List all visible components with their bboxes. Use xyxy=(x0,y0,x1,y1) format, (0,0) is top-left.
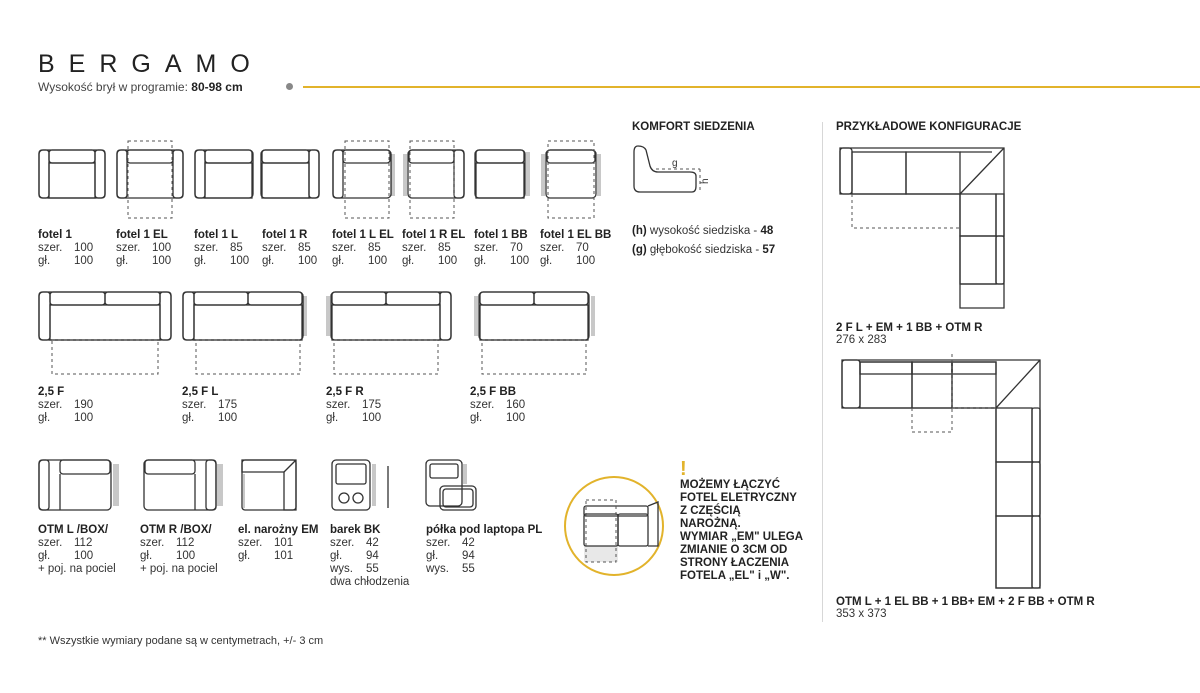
config-2-name: OTM L + 1 EL BB + 1 BB+ EM + 2 F BB + OTM R xyxy=(836,596,1095,608)
sofa-2-5-f-r-drawing xyxy=(326,290,452,376)
dim-key: szer. xyxy=(332,242,357,254)
dim-depth: 100 xyxy=(576,255,596,267)
dim-key: szer. xyxy=(194,242,219,254)
fotel-1-bb-drawing xyxy=(474,148,532,200)
dim-key: gł. xyxy=(540,255,553,267)
dim-key: szer. xyxy=(540,242,565,254)
g-mark: g xyxy=(672,158,678,169)
comfort-depth xyxy=(632,244,775,256)
note-line: STRONY ŁACZENIA xyxy=(680,557,790,569)
h-text: wysokość siedziska - xyxy=(649,225,758,237)
dims-otm-l xyxy=(38,537,138,563)
config-1-drawing xyxy=(836,146,1016,310)
label-fotel-1-bb: fotel 1 BB xyxy=(474,229,528,241)
dim-width: 85 xyxy=(438,242,451,254)
rule-dot xyxy=(286,83,293,90)
dim-depth: 100 xyxy=(74,255,94,267)
label-fotel-1-r-el: fotel 1 R EL xyxy=(402,229,466,241)
dims-2-5-f-r xyxy=(326,399,386,425)
dim-depth: 100 xyxy=(218,412,238,424)
fotel-1-l-drawing xyxy=(194,148,256,200)
dim-key: szer. xyxy=(326,399,351,411)
config-2-size: 353 x 373 xyxy=(836,608,887,620)
configs-heading: PRZYKŁADOWE KONFIGURACJE xyxy=(836,121,1022,133)
warning-icon: ! xyxy=(680,458,687,480)
label-2-5-f-bb: 2,5 F BB xyxy=(470,386,517,398)
polka-drawing xyxy=(424,458,480,514)
dim-width: 100 xyxy=(152,242,172,254)
dims-fotel-1-l-el xyxy=(332,242,392,268)
dim-width: 112 xyxy=(176,537,195,549)
label-fotel-1-el-bb: fotel 1 EL BB xyxy=(540,229,612,241)
dim-key: szer. xyxy=(474,242,499,254)
dim-key: gł. xyxy=(326,412,339,424)
dim-key: szer. xyxy=(238,537,263,549)
header-rule xyxy=(303,86,1200,88)
dim-key: gł. xyxy=(470,412,483,424)
dim-width: 85 xyxy=(298,242,311,254)
dim-width: 112 xyxy=(74,537,93,549)
combination-note xyxy=(680,479,810,583)
g-key: (g) xyxy=(632,244,647,256)
config-1-size: 276 x 283 xyxy=(836,334,887,346)
fotel-1-el-bb-drawing xyxy=(540,140,604,220)
dims-2-5-f-bb xyxy=(470,399,530,425)
barek-drawing xyxy=(330,458,390,514)
h-key: (h) xyxy=(632,225,647,237)
note-line: WYMIAR „EM" ULEGA xyxy=(680,531,804,543)
label-fotel-1-r: fotel 1 R xyxy=(262,229,308,241)
dim-depth: 94 xyxy=(366,550,379,562)
dim-key: szer. xyxy=(38,537,63,549)
dim-key: gł. xyxy=(140,550,153,562)
dim-depth: 100 xyxy=(176,550,196,562)
g-text: głębokość siedziska - xyxy=(649,244,760,256)
dim-depth: 100 xyxy=(362,412,382,424)
dim-width: 85 xyxy=(368,242,381,254)
el-narozny-drawing xyxy=(240,458,300,514)
label-polka: półka pod laptopa PL xyxy=(426,524,543,536)
config-1-name: 2 F L + EM + 1 BB + OTM R xyxy=(836,322,983,334)
dim-depth: 101 xyxy=(274,550,294,562)
dims-2-5-f xyxy=(38,399,98,425)
combination-illustration xyxy=(562,474,672,584)
comfort-heading: KOMFORT SIEDZENIA xyxy=(632,121,755,133)
dims-barek xyxy=(330,537,410,576)
dims-fotel-1-el-bb xyxy=(540,242,600,268)
label-fotel-1-l: fotel 1 L xyxy=(194,229,239,241)
dim-width: 190 xyxy=(74,399,94,411)
subtitle-value: 80-98 cm xyxy=(191,80,243,94)
footnote: ** Wszystkie wymiary podane są w centymetrach, +/- 3 cm xyxy=(38,635,324,647)
dim-key: gł. xyxy=(426,550,439,562)
dims-fotel-1-l xyxy=(194,242,254,268)
label-2-5-f-l: 2,5 F L xyxy=(182,386,219,398)
label-fotel-1-el: fotel 1 EL xyxy=(116,229,168,241)
dim-key: gł. xyxy=(38,550,51,562)
fotel-1-el-drawing xyxy=(116,140,186,220)
extra-otm-r: + poj. na pociel xyxy=(140,563,218,575)
dim-width: 42 xyxy=(366,537,379,549)
sofa-2-5-f-drawing xyxy=(38,290,174,376)
note-line: FOTEL ELETRYCZNY xyxy=(680,492,797,504)
h-mark: h xyxy=(700,178,711,184)
extra-otm-l: + poj. na pociel xyxy=(38,563,116,575)
dim-key: gł. xyxy=(182,412,195,424)
dims-fotel-1-r-el xyxy=(402,242,462,268)
dim-key: szer. xyxy=(470,399,495,411)
dim-width: 175 xyxy=(218,399,238,411)
label-2-5-f: 2,5 F xyxy=(38,386,65,398)
sofa-2-5-f-bb-drawing xyxy=(474,290,598,376)
dim-key: szer. xyxy=(402,242,427,254)
page-title: BERGAMO xyxy=(38,50,264,78)
fotel-1-r-drawing xyxy=(260,148,322,200)
comfort-height xyxy=(632,225,773,237)
dim-key: gł. xyxy=(38,412,51,424)
dim-depth: 100 xyxy=(368,255,388,267)
dim-width: 175 xyxy=(362,399,382,411)
dim-depth: 100 xyxy=(74,550,94,562)
dims-2-5-f-l xyxy=(182,399,242,425)
dim-key: gł. xyxy=(330,550,343,562)
dim-key: wys. xyxy=(426,563,449,575)
label-otm-l: OTM L /BOX/ xyxy=(38,524,109,536)
dim-key: szer. xyxy=(140,537,165,549)
fotel-1-drawing xyxy=(38,148,108,200)
dim-width: 160 xyxy=(506,399,526,411)
dims-el-narozny xyxy=(238,537,318,563)
dim-key: szer. xyxy=(426,537,451,549)
dims-fotel-1-bb xyxy=(474,242,534,268)
sofa-2-5-f-l-drawing xyxy=(182,290,308,376)
dim-depth: 100 xyxy=(74,412,94,424)
dim-key: szer. xyxy=(330,537,355,549)
dim-key: gł. xyxy=(116,255,129,267)
dim-key: gł. xyxy=(238,550,251,562)
h-value: 48 xyxy=(760,225,774,237)
dim-width: 70 xyxy=(510,242,523,254)
note-line: Z CZĘŚCIĄ xyxy=(680,505,741,517)
label-2-5-f-r: 2,5 F R xyxy=(326,386,364,398)
note-line: ZMIANIE O 3CM OD xyxy=(680,544,788,556)
dim-height: 55 xyxy=(462,563,475,575)
dim-key: gł. xyxy=(262,255,275,267)
dim-depth: 100 xyxy=(506,412,526,424)
label-fotel-1: fotel 1 xyxy=(38,229,72,241)
note-line: FOTELA „EL" i „W". xyxy=(680,570,790,582)
seat-profile-icon xyxy=(632,142,712,198)
label-barek: barek BK xyxy=(330,524,381,536)
dims-polka xyxy=(426,537,506,576)
dim-width: 70 xyxy=(576,242,589,254)
section-divider xyxy=(822,122,823,622)
dim-key: wys. xyxy=(330,563,353,575)
dim-width: 85 xyxy=(230,242,243,254)
fotel-1-l-el-drawing xyxy=(332,140,396,220)
dim-depth: 100 xyxy=(230,255,250,267)
dim-key: gł. xyxy=(194,255,207,267)
config-2-drawing xyxy=(836,352,1048,592)
subtitle xyxy=(38,80,243,94)
dim-key: gł. xyxy=(38,255,51,267)
dim-width: 101 xyxy=(274,537,294,549)
dims-fotel-1-r xyxy=(262,242,322,268)
dim-depth: 100 xyxy=(510,255,530,267)
dims-fotel-1-el xyxy=(116,242,176,268)
g-value: 57 xyxy=(762,244,776,256)
dim-depth: 100 xyxy=(298,255,318,267)
dims-otm-r xyxy=(140,537,240,563)
label-fotel-1-l-el: fotel 1 L EL xyxy=(332,229,394,241)
otm-l-drawing xyxy=(38,458,122,514)
dim-key: szer. xyxy=(38,399,63,411)
note-line: NAROŻNĄ. xyxy=(680,518,741,530)
dim-depth: 100 xyxy=(152,255,172,267)
dims-fotel-1 xyxy=(38,242,98,268)
dim-key: szer. xyxy=(116,242,141,254)
extra-barek: dwa chłodzenia xyxy=(330,576,410,588)
label-el-narozny: el. narożny EM xyxy=(238,524,319,536)
dim-key: szer. xyxy=(182,399,207,411)
dim-key: szer. xyxy=(262,242,287,254)
label-otm-r: OTM R /BOX/ xyxy=(140,524,212,536)
dim-key: gł. xyxy=(332,255,345,267)
fotel-1-r-el-drawing xyxy=(402,140,466,220)
dim-key: gł. xyxy=(402,255,415,267)
dim-depth: 94 xyxy=(462,550,475,562)
shaded-block xyxy=(584,546,618,562)
dim-key: szer. xyxy=(38,242,63,254)
dim-height: 55 xyxy=(366,563,379,575)
subtitle-prefix: Wysokość brył w programie: xyxy=(38,80,188,94)
dim-depth: 100 xyxy=(438,255,458,267)
note-line: MOŻEMY ŁĄCZYĆ xyxy=(680,479,781,491)
dim-width: 42 xyxy=(462,537,475,549)
dim-key: gł. xyxy=(474,255,487,267)
dim-width: 100 xyxy=(74,242,94,254)
otm-r-drawing xyxy=(140,458,224,514)
